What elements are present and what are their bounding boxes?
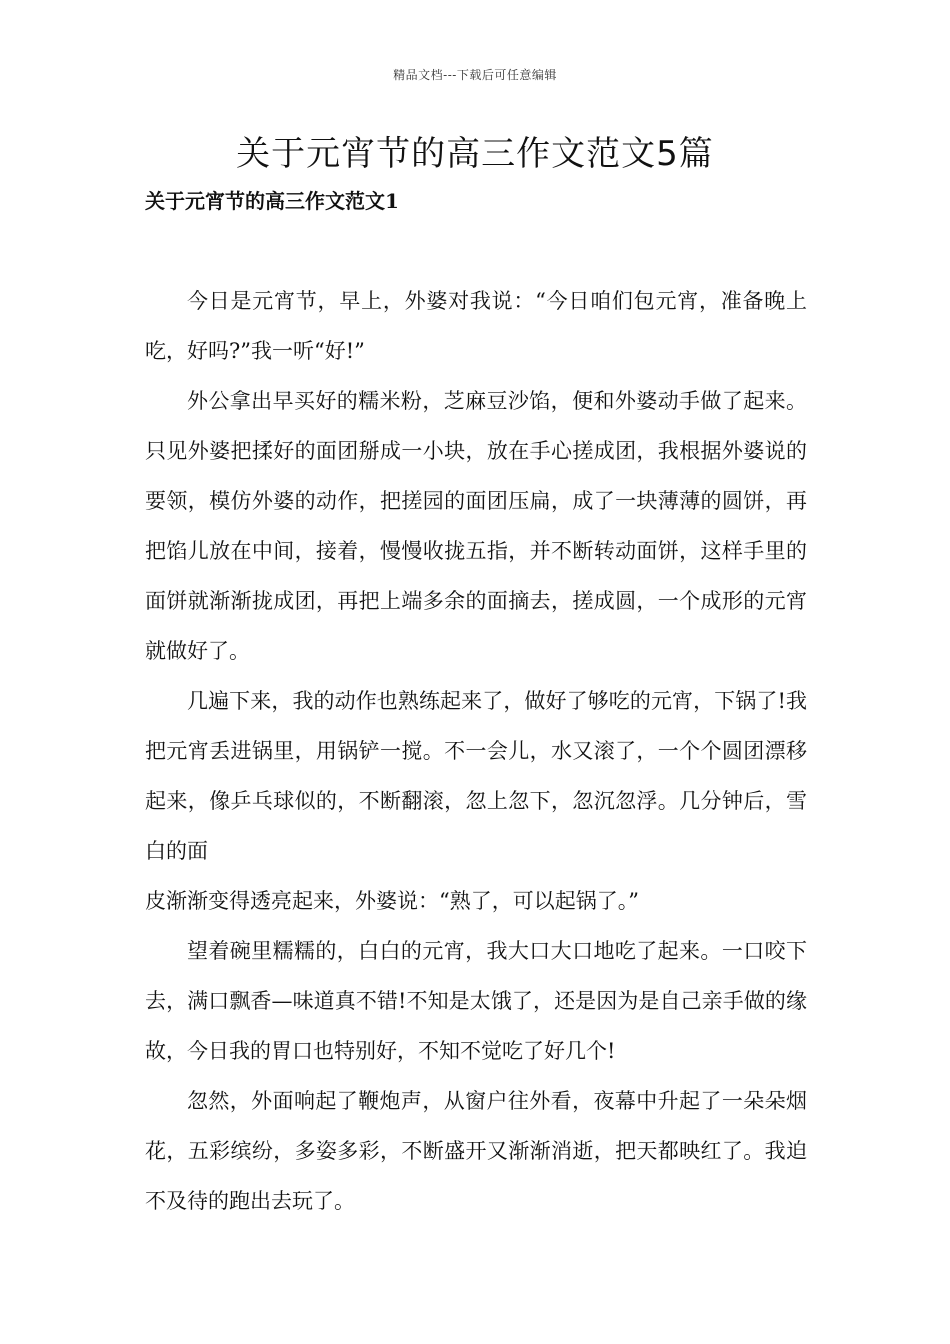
paragraph: 望着碗里糯糯的，白白的元宵，我大口大口地吃了起来。一口咬下去，满口飘香—味道真不错!不知是太饿了，还是因为是自己亲手做的缘故，今日我的胃口也特别好，不知不觉吃了好几个!	[145, 939, 807, 1063]
header-note: 精品文档---下载后可任意编辑	[393, 68, 557, 82]
document-body	[145, 276, 807, 1226]
section-subtitle: 关于元宵节的高三作文范文1	[145, 189, 399, 213]
paragraph: 今日是元宵节，早上，外婆对我说：“今日咱们包元宵，准备晚上吃，好吗?”我一听“好!”	[145, 289, 807, 363]
paragraph: 几遍下来，我的动作也熟练起来了，做好了够吃的元宵，下锅了!我把元宵丢进锅里，用锅铲一搅。不一会儿，水又滚了，一个个圆团漂移起来，像乒乓球似的，不断翻滚，忽上忽下，忽沉忽浮。几分钟后，雪白的面	[145, 689, 807, 863]
paragraph: 外公拿出早买好的糯米粉，芝麻豆沙馅，便和外婆动手做了起来。只见外婆把揉好的面团掰成一小块，放在手心搓成团，我根据外婆说的要领，模仿外婆的动作，把搓园的面团压扁，成了一块薄薄的圆饼，再把馅儿放在中间，接着，慢慢收拢五指，并不断转动面饼，这样手里的面饼就渐渐拢成团，再把上端多余的面摘去，搓成圆，一个成形的元宵就做好了。	[145, 389, 807, 663]
paragraph: 皮渐渐变得透亮起来，外婆说：“熟了，可以起锅了。”	[145, 889, 639, 913]
document-title: 关于元宵节的高三作文范文5篇	[236, 134, 714, 174]
paragraph: 忽然，外面响起了鞭炮声，从窗户往外看，夜幕中升起了一朵朵烟花，五彩缤纷，多姿多彩，不断盛开又渐渐消逝，把天都映红了。我迫不及待的跑出去玩了。	[145, 1089, 807, 1213]
